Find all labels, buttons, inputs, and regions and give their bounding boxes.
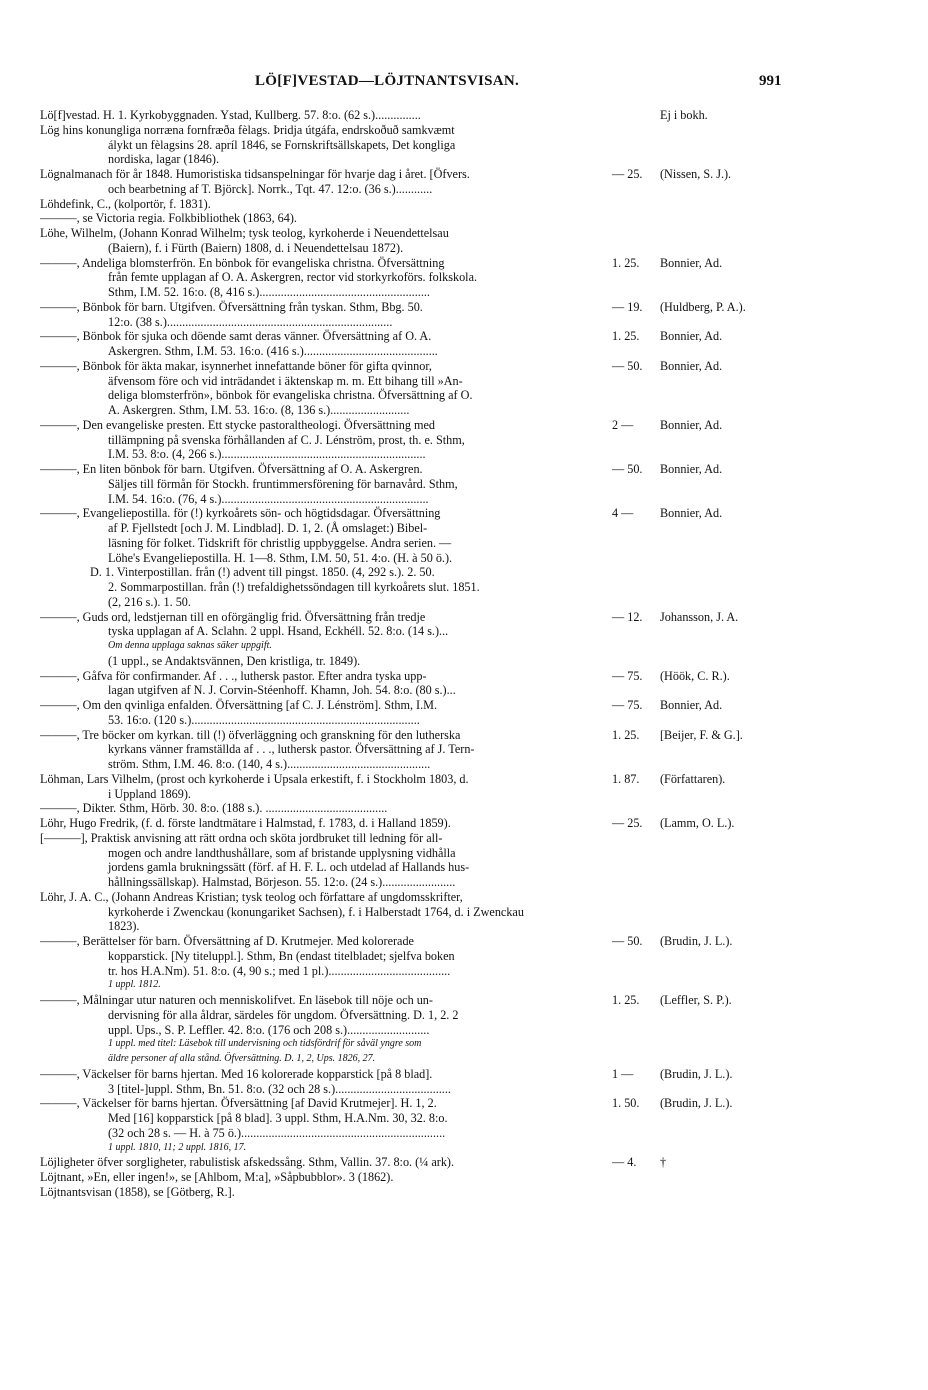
entry-text — [40, 1141, 612, 1156]
entry-line: Om denna upplaga saknas säker uppgift. — [108, 640, 272, 651]
entry-line: I.M. 53. 8:o. (4, 266 s.)................................................................... — [108, 447, 426, 462]
entry-line: 1 uppl. 1812. — [108, 979, 161, 991]
catalog-entry — [40, 462, 785, 506]
entry-publisher: (Huldberg, P. A.). — [660, 299, 746, 314]
entry-price: — 50. — [612, 462, 643, 476]
entry-text — [40, 226, 612, 256]
entry-line: 53. 16:o. (120 s.)........................................................................... — [108, 712, 420, 727]
catalog-entry — [40, 978, 785, 993]
entry-text — [40, 639, 612, 669]
entry-price: — 75. — [612, 668, 643, 683]
entry-publisher: [Beijer, F. & G.]. — [660, 727, 743, 742]
entry-line: Sthm, I.M. 52. 16:o. (8, 416 s.)........................................................ — [108, 285, 430, 299]
entry-publisher: (Höök, C. R.). — [660, 668, 730, 683]
entry-line: Löhr, J. A. C., (Johann Andreas Kristian; tysk teolog och författare af ungdomsskrifter, — [40, 889, 463, 904]
entry-line: ———, Bönbok för sjuka och döende samt deras vänner. Öfversättning af O. A. — [40, 329, 432, 344]
entry-publisher: Bonnier, Ad. — [660, 698, 723, 712]
entry-line: kyrkans vänner framställda af . . ., luthersk pastor. Öfversättning af J. Tern- — [108, 742, 475, 757]
entry-line: Säljes till förmån för Stockh. fruntimmersförening för barnavård. Sthm, — [108, 476, 458, 491]
entry-line: 12:o. (38 s.).......................................................................... — [108, 314, 393, 329]
entry-text — [40, 123, 612, 167]
entry-text — [40, 698, 612, 728]
entry-line: ———, Tre böcker om kyrkan. till (!) öfverläggning och granskning för den lutherska — [40, 727, 461, 742]
entry-line: 3 [titel-]uppl. Sthm, Bn. 51. 8:o. (32 och 28 s.)...................................... — [108, 1081, 451, 1096]
entry-line: nordiska, lagar (1846). — [108, 152, 220, 167]
entry-publisher: (Nissen, S. J.). — [660, 167, 732, 181]
catalog-entry — [40, 167, 785, 197]
page-number: 991 — [759, 73, 782, 89]
entry-line: Med [16] kopparstick [på 8 blad]. 3 uppl. Sthm, H.A.Nm. 30, 32. 8:o. — [108, 1111, 448, 1125]
entry-price: — 50. — [612, 358, 643, 373]
entry-price: 1. 25. — [612, 993, 640, 1007]
entry-line: deliga blomsterfrön», bönbok för evangeliska christna. Öfversättning af O. — [108, 388, 473, 403]
entry-line: och bearbetning af T. Björck]. Norrk., Tqt. 47. 12:o. (36 s.)............ — [108, 181, 433, 196]
entry-publisher: † — [660, 1155, 667, 1170]
entry-line: Löhe's Evangeliepostilla. H. 1—8. Sthm, I.M. 50, 51. 4:o. (H. à 50 ö.). — [108, 550, 453, 565]
entry-line: ———, Den evangeliske presten. Ett stycke pastoraltheologi. Öfversättning med — [40, 417, 435, 432]
entry-line: ———, Bönbok för barn. Utgifven. Öfversättning från tyskan. Sthm, Bbg. 50. — [40, 299, 423, 314]
entry-publisher: (Brudin, J. L.). — [660, 1066, 733, 1081]
entry-text — [40, 993, 612, 1037]
entry-text — [40, 418, 612, 462]
entry-line: D. 1. Vinterpostillan. från (!) advent till pingst. 1850. (4, 292 s.). 2. 50. — [90, 565, 435, 580]
catalog-entry — [40, 993, 785, 1037]
catalog-entry — [40, 1155, 785, 1170]
entry-line: ———, En liten bönbok för barn. Utgifven. Öfversättning af O. A. Askergren. — [40, 462, 423, 476]
entry-line: Löhr, Hugo Fredrik, (f. d. förste landtmätare i Halmstad, f. 1783, d. i Halland 1859). — [40, 816, 451, 830]
catalog-entry — [40, 329, 785, 359]
entry-line: ———, Om den qvinliga enfalden. Öfversättning [af C. J. Lénström]. Sthm, I.M. — [40, 698, 438, 712]
entry-text — [40, 256, 612, 300]
entry-text — [40, 300, 612, 330]
entry-line: lagan utgifven af N. J. Corvin-Stéenhoff. Khamn, Joh. 54. 8:o. (80 s.)... — [108, 683, 456, 698]
catalog-entry — [40, 669, 785, 699]
entry-text — [40, 934, 612, 978]
entry-line: Löjtnant, »En, eller ingen!», se [Ahlbom, M:a], »Såpbubblor». 3 (1862). — [40, 1170, 394, 1184]
entry-publisher: Bonnier, Ad. — [660, 255, 723, 270]
entry-text — [40, 108, 612, 123]
catalog-entry — [40, 772, 785, 816]
entry-price: 1. 87. — [612, 771, 640, 786]
entry-text — [40, 728, 612, 772]
entry-price: 1 — — [612, 1066, 634, 1081]
entry-line: Löhdefink, C., (kolportör, f. 1831). — [40, 196, 211, 211]
entry-publisher: (Författaren). — [660, 771, 726, 786]
entry-publisher: Johansson, J. A. — [660, 609, 739, 624]
entry-line: Lö[f]vestad. H. 1. Kyrkobyggnaden. Ystad, Kullberg. 57. 8:o. (62 s.)............... — [40, 108, 421, 122]
entry-line: ———, Evangeliepostilla. för (!) kyrkoårets sön- och högtidsdagar. Öfversättning — [40, 506, 441, 521]
catalog-entry — [40, 108, 785, 123]
entry-line: Löjtnantsvisan (1858), se [Götberg, R.]. — [40, 1184, 235, 1199]
catalog-entry — [40, 728, 785, 772]
entry-line: äldre personer af alla stånd. Öfversättning. D. 1, 2, Ups. 1826, 27. — [108, 1053, 376, 1064]
entry-text — [40, 669, 612, 699]
entry-publisher: (Brudin, J. L.). — [660, 1096, 733, 1111]
entry-price: 1. 50. — [612, 1096, 640, 1111]
entry-line: I.M. 54. 16:o. (76, 4 s.).................................................................... — [108, 491, 429, 506]
entry-line: ———, Guds ord, ledstjernan till en oförgänglig frid. Öfversättning från tredje — [40, 609, 426, 624]
entry-price: 1. 25. — [612, 255, 640, 270]
entry-line: läsning för folket. Tidskrift för christlig uppbyggelse. Andra serien. — — [108, 535, 452, 550]
entry-price: 1. 25. — [612, 329, 640, 344]
catalog-entry — [40, 565, 785, 609]
entry-text — [40, 890, 612, 934]
entry-line: Lögnalmanach för år 1848. Humoristiska tidsanspelningar för hvarje dag i året. [Öfvers. — [40, 167, 470, 181]
entry-line: Löhman, Lars Vilhelm, (prost och kyrkoherde i Upsala erkestift, f. i Stockholm 1803, d. — [40, 771, 469, 786]
entry-text — [40, 197, 612, 227]
entry-line: (Baiern), f. i Fürth (Baiern) 1808, d. i Neuendettelsau 1872). — [108, 240, 404, 255]
catalog-entry — [40, 610, 785, 640]
catalog-entry — [40, 1170, 785, 1185]
header-title: LÖ[F]VESTAD—LÖJTNANTSVISAN. — [255, 73, 520, 89]
entry-line: (1 uppl., se Andaktsvännen, Den kristliga, tr. 1849). — [108, 653, 361, 668]
entry-publisher: Bonnier, Ad. — [660, 358, 723, 373]
entry-line: jordens gamla brukningssätt (förf. af H. F. L. och utdelad af Hallands hus- — [108, 860, 470, 875]
entry-publisher: (Brudin, J. L.). — [660, 934, 733, 948]
catalog-entry — [40, 418, 785, 462]
entry-text — [40, 506, 612, 565]
entry-line: kyrkoherde i Zwenckau (konungariket Sachsen), f. i Halberstadt 1764, d. i Zwenckau — [108, 904, 524, 919]
entry-text — [40, 167, 612, 197]
entry-publisher: Bonnier, Ad. — [660, 417, 723, 432]
catalog-entry — [40, 123, 785, 167]
entry-line: i Uppland 1869). — [108, 786, 191, 801]
entry-line: ———, Dikter. Sthm, Hörb. 30. 8:o. (188 s.). ........................................ — [40, 801, 388, 816]
entry-publisher: (Lamm, O. L.). — [660, 816, 735, 830]
entry-text — [40, 1170, 612, 1185]
entry-price: — 4. — [612, 1155, 637, 1170]
entry-line: [———], Praktisk anvisning att rätt ordna och sköta jordbruket till ledning för all- — [40, 830, 443, 845]
entry-publisher: Bonnier, Ad. — [660, 506, 723, 521]
entry-line: tr. hos H.A.Nm). 51. 8:o. (4, 90 s.; med 1 pl.)........................................ — [108, 963, 451, 978]
catalog-entry — [40, 816, 785, 890]
catalog-entry — [40, 934, 785, 978]
entry-price: — 12. — [612, 609, 643, 624]
catalog-entry — [40, 300, 785, 330]
entry-text — [40, 329, 612, 359]
entry-text — [40, 565, 612, 609]
entry-text — [40, 359, 612, 418]
entry-line: äfvensom före och vid inträdandet i äktenskap m. m. Ett bihang till »An- — [108, 373, 463, 388]
entry-text — [40, 1185, 612, 1200]
entry-price: — 50. — [612, 934, 643, 948]
entries-list — [40, 108, 785, 1200]
entry-line: ———, Väckelser för barns hjertan. Öfversättning [af David Krutmejer]. H. 1, 2. — [40, 1096, 437, 1111]
entry-line: ström. Sthm, I.M. 46. 8:o. (140, 4 s.)............................................... — [108, 757, 431, 771]
entry-line: uppl. Ups., S. P. Leffler. 42. 8:o. (176 och 208 s.)........................... — [108, 1022, 430, 1037]
entry-text — [40, 1067, 612, 1097]
entry-text — [40, 816, 612, 890]
entry-line: mogen och andre landthushållare, som af bristande upplysning vidhålla — [108, 845, 456, 860]
entry-text — [40, 978, 612, 993]
entry-line: kopparstick. [Ny titeluppl.]. Sthm, Bn (endast titelbladet; sjelfva boken — [108, 948, 455, 963]
entry-price: 4 — — [612, 506, 634, 521]
entry-price: — 25. — [612, 816, 643, 830]
entry-line: 1823). — [108, 919, 140, 934]
entry-line: 1 uppl. med titel: Läsebok till undervisning och tidsfördrif för såväl yngre som — [108, 1038, 422, 1050]
catalog-entry — [40, 1096, 785, 1140]
entry-text — [40, 610, 612, 640]
entry-publisher: Bonnier, Ad. — [660, 329, 723, 344]
entry-publisher: Bonnier, Ad. — [660, 462, 723, 476]
entry-line: ———, se Victoria regia. Folkbibliothek (1863, 64). — [40, 211, 297, 226]
entry-line: ———, Målningar utur naturen och menniskolifvet. En läsebok till nöje och un- — [40, 993, 433, 1007]
entry-line: hållningssällskap). Halmstad, Börjeson. 55. 12:o. (24 s.)........................ — [108, 875, 456, 889]
entry-line: från femte upplagan af O. A. Askergren, rector vid storkyrkoförs. folkskola. — [108, 270, 478, 285]
catalog-entry — [40, 359, 785, 418]
catalog-entry — [40, 1141, 785, 1156]
entry-price: 2 — — [612, 417, 634, 432]
entry-text — [40, 772, 612, 816]
catalog-entry — [40, 890, 785, 934]
entry-line: Lög hins konungliga norræna fornfræða fèlags. Þridja útgáfa, endrskoðuð samkvæmt — [40, 122, 455, 137]
entry-line: ———, Berättelser för barn. Öfversättning af D. Krutmejer. Med kolorerade — [40, 934, 414, 948]
entry-line: Löjligheter öfver sorgligheter, rabulistisk afskedssång. Sthm, Vallin. 37. 8:o. (¼ ark). — [40, 1155, 455, 1170]
entry-text — [40, 1096, 612, 1140]
catalog-entry — [40, 197, 785, 227]
entry-price: — 19. — [612, 299, 643, 314]
catalog-entry — [40, 226, 785, 256]
entry-line: tillämpning på svenska förhållanden af C. J. Lénström, prost, th. e. Sthm, — [108, 432, 465, 447]
entry-line: Askergren. Sthm, I.M. 53. 16:o. (416 s.)............................................ — [108, 344, 438, 358]
running-header — [0, 73, 928, 95]
catalog-entry — [40, 1067, 785, 1097]
entry-price: — 75. — [612, 698, 643, 712]
entry-price: — 25. — [612, 167, 643, 181]
entry-line: Löhe, Wilhelm, (Johann Konrad Wilhelm; tysk teolog, kyrkoherde i Neuendettelsau — [40, 226, 449, 240]
entry-line: tyska upplagan af A. Sclahn. 2 uppl. Hsand, Eckhéll. 52. 8:o. (14 s.)... — [108, 624, 449, 639]
entry-price: 1. 25. — [612, 727, 640, 742]
entry-line: af P. Fjellstedt [och J. M. Lindblad]. D. 1, 2. (Å omslaget:) Bibel- — [108, 521, 428, 535]
entry-line: 1 uppl. 1810, 11; 2 uppl. 1816, 17. — [108, 1141, 247, 1153]
entry-line: (32 och 28 s. — H. à 75 ö.)................................................................... — [108, 1125, 446, 1140]
entry-line: (2, 216 s.). 1. 50. — [108, 594, 191, 609]
catalog-entry — [40, 506, 785, 565]
entry-text — [40, 1037, 612, 1067]
entry-text — [40, 462, 612, 506]
entry-line: dervisning för alla åldrar, särdeles för ungdom. Öfversättning. D. 1, 2. 2 — [108, 1007, 459, 1022]
catalog-entry — [40, 1037, 785, 1067]
catalog-entry — [40, 698, 785, 728]
entry-line: ———, Gåfva för confirmander. Af . . ., luthersk pastor. Efter andra tyska upp- — [40, 668, 427, 683]
entry-line: 2. Sommarpostillan. från (!) trefaldighetssöndagen till kyrkoårets slut. 1851. — [108, 580, 480, 594]
entry-publisher: (Leffler, S. P.). — [660, 993, 732, 1007]
catalog-entry — [40, 1185, 785, 1200]
entry-line: ———, Andeliga blomsterfrön. En bönbok för evangeliska christna. Öfversättning — [40, 255, 445, 270]
entry-text — [40, 1155, 612, 1170]
entry-line: álykt un fèlagsins 28. apríl 1846, se Fornskriftsällskapets, Det kongliga — [108, 137, 456, 152]
catalog-entry — [40, 639, 785, 669]
entry-line: A. Askergren. Sthm, I.M. 53. 16:o. (8, 136 s.).......................... — [108, 403, 410, 417]
catalog-entry — [40, 256, 785, 300]
entry-line: ———, Bönbok för äkta makar, isynnerhet innefattande böner för gifta qvinnor, — [40, 358, 432, 373]
entry-publisher: Ej i bokh. — [660, 108, 708, 122]
entry-line: ———, Väckelser för barns hjertan. Med 16 kolorerade kopparstick [på 8 blad]. — [40, 1066, 433, 1081]
